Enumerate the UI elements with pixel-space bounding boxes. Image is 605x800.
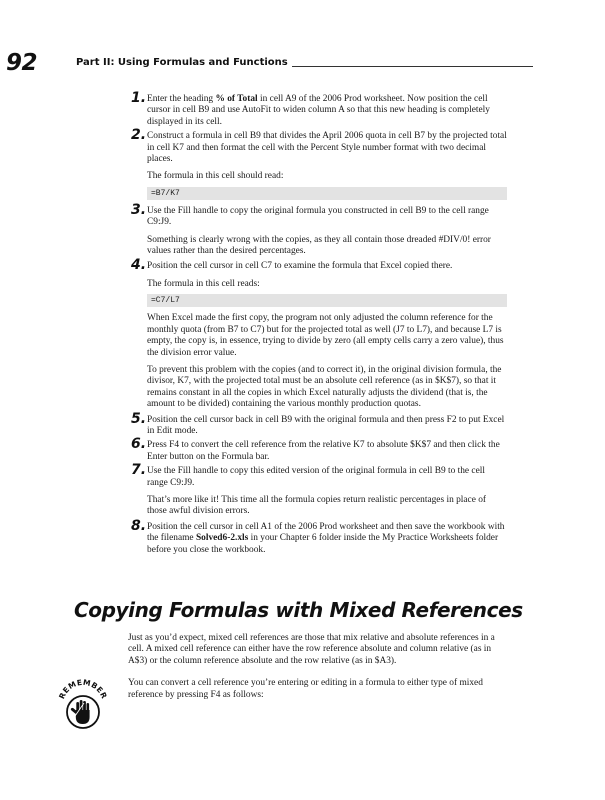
step-text: Position the cell cursor back in cell B9 with the original formula and then press F2 to put Excel in Edit mode. [147, 414, 505, 436]
step-number: 3. [131, 201, 147, 218]
step-5 [131, 410, 507, 438]
step-explanation: When Excel made the first copy, the program not only adjusted the column reference for the monthly quota (from B7 to C7) but for the projected total as well (J7 to L7), and because L7 is empty, the copy is, in essence, trying to divide by zero (all empty cells carry a zero value), thus the division error value. [147, 313, 504, 358]
section-paragraph: Just as you’d expect, mixed cell references are those that mix relative and absolute references in a cell. A mixed cell reference can either have the row reference absolute and column relative (as in A$3) or the column reference absolute and the row relative (as in $A3). [128, 633, 495, 666]
step-explanation: To prevent this problem with the copies (and to correct it), in the original division formula, the divisor, K7, with the projected total must be an absolute cell reference (as in $K$7), so that it remains constant in all the copies in which Excel naturally adjusts the dividend (that is, the amount to be divided) containing the various monthly production quotas. [147, 364, 502, 410]
step-text: Construct a formula in cell B9 that divides the April 2006 quota in cell B7 by the projected total in cell K7 and then format the cell with the Percent Style number format with two decimal places. [147, 131, 507, 165]
remember-label: REMEMBER [57, 677, 109, 701]
page-number: 92 [6, 50, 38, 76]
bold-term: Solved6-2.xls [195, 533, 249, 544]
step-text: Use the Fill handle to copy the original formula you constructed in cell B9 to the cell range C9:J9. [147, 205, 489, 228]
step-number: 1. [131, 90, 147, 106]
step-1 [131, 90, 507, 128]
step-6 [131, 436, 507, 463]
step-note: The formula in this cell should read: [147, 171, 284, 182]
steps-list [131, 90, 507, 559]
step-text: Press F4 to convert the cell reference from the relative K7 to absolute $K$7 and then click the Enter button on the Formula bar. [147, 440, 500, 462]
section-paragraph: You can convert a cell reference you’re entering or editing in a formula to either type of mixed reference by pressing F4 as follows: [128, 678, 483, 700]
step-number: 7. [131, 462, 147, 479]
step-text: Position the cell cursor in cell A1 of the 2006 Prod worksheet and then save the workbook with the filename Solved6-2.xls in your Chapter 6 folder inside the My Practice Worksheets folder before you close the workbook. [147, 521, 505, 555]
step-number: 2. [131, 127, 147, 144]
step-8 [131, 517, 507, 556]
page-header [0, 46, 605, 76]
step-2 [131, 127, 507, 200]
formula-code: =B7/K7 [147, 187, 507, 200]
step-text: Use the Fill handle to copy this edited version of the original formula in cell B9 to the cell range C9:J9. [147, 466, 485, 488]
bold-term: % of Total [215, 94, 258, 104]
step-number: 6. [131, 436, 147, 453]
step-7 [131, 462, 507, 518]
step-note: Something is clearly wrong with the copies, as they all contain those dreaded #DIV/0! error values rather than the desired percentages. [147, 234, 491, 257]
step-4 [131, 257, 507, 410]
step-number: 4. [131, 257, 147, 274]
formula-code: =C7/L7 [147, 294, 507, 307]
section-heading: Copying Formulas with Mixed References [74, 598, 523, 622]
step-text: Position the cell cursor in cell C7 to examine the formula that Excel copied there. [147, 261, 453, 272]
step-number: 5. [131, 410, 147, 427]
remember-hand-icon [54, 672, 112, 730]
step-3 [131, 201, 507, 258]
step-text: Enter the heading % of Total in cell A9 of the 2006 Prod worksheet. Now position the cell cursor in cell B9 and use AutoFit to widen column A so that this new heading is completely displayed in its cell. [147, 94, 490, 127]
step-number: 8. [131, 517, 147, 534]
section-body [128, 633, 506, 712]
step-note: That’s more like it! This time all the formula copies return realistic percentages in place of those awful division errors. [147, 494, 487, 517]
part-title: Part II: Using Formulas and Functions [76, 57, 292, 68]
step-note: The formula in this cell reads: [147, 278, 260, 289]
